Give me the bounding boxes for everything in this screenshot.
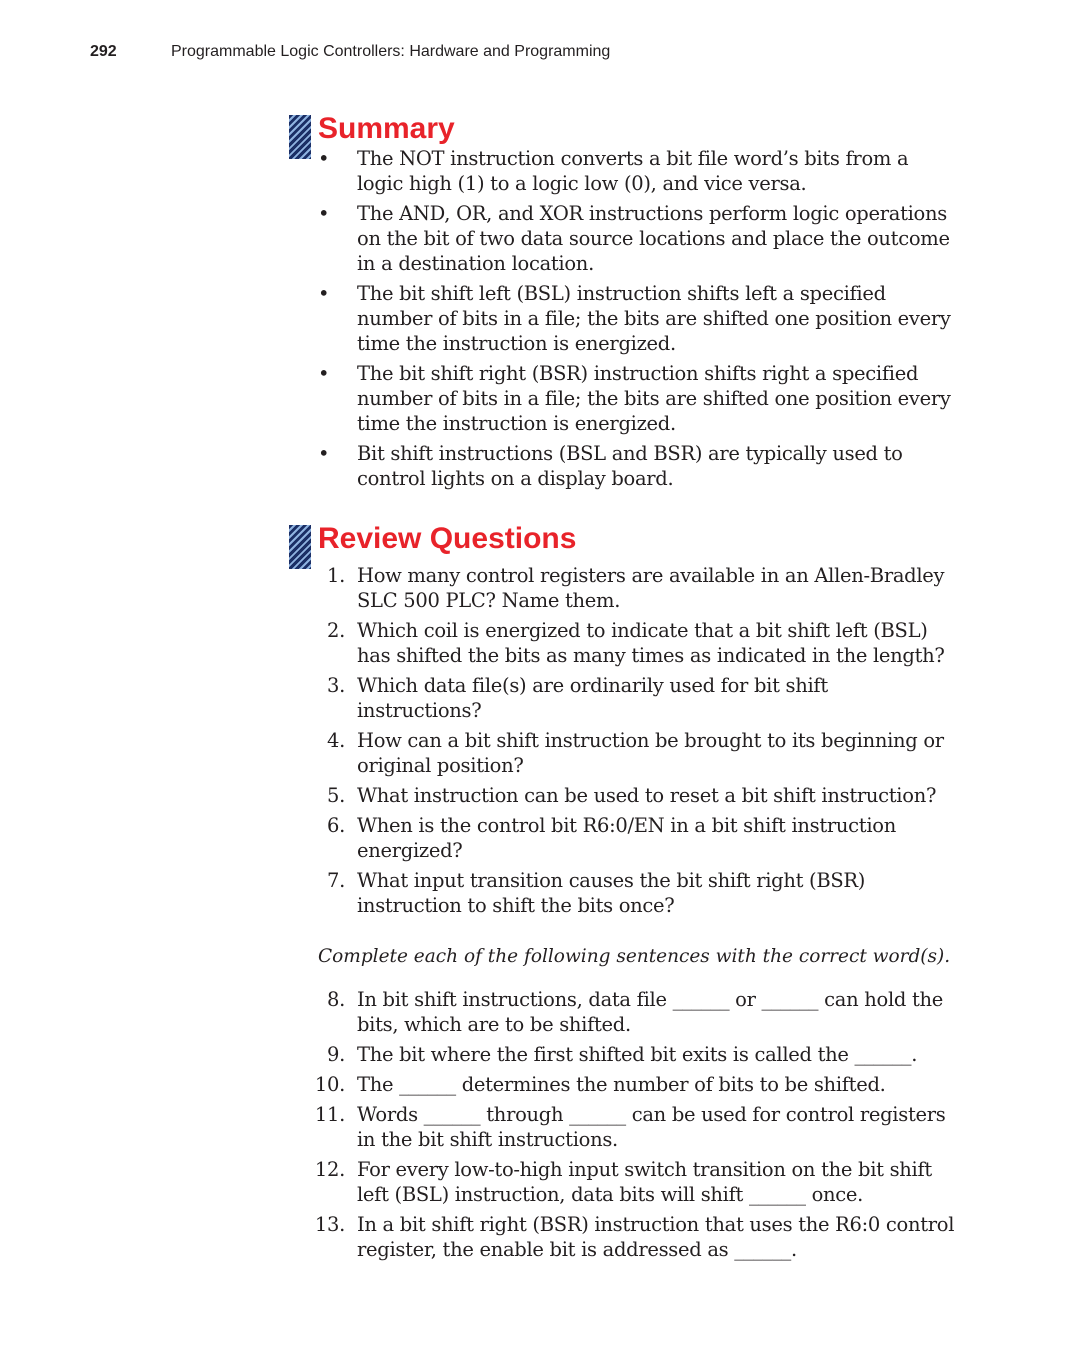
question-number: 9.	[326, 1043, 345, 1066]
bullet: •	[318, 362, 330, 385]
question-number: 5.	[326, 784, 345, 807]
summary-item	[289, 281, 957, 356]
question-number: 11.	[314, 1103, 345, 1126]
summary-section	[289, 112, 957, 496]
fill-in-question-item	[289, 1157, 957, 1207]
bullet: •	[318, 202, 330, 225]
review-questions-list	[289, 563, 957, 918]
question-number: 1.	[326, 564, 345, 587]
question-item	[289, 868, 957, 918]
question-number: 3.	[326, 674, 345, 697]
question-text: Words ______ through ______ can be used for control registers in the bit shift instructions.	[357, 1103, 946, 1151]
summary-item	[289, 201, 957, 276]
question-number: 10.	[314, 1073, 345, 1096]
running-title: Programmable Logic Controllers: Hardware and Programming	[171, 43, 611, 60]
summary-text: The NOT instruction converts a bit file word’s bits from a logic high (1) to a logic low (0), and vice versa.	[357, 147, 909, 195]
question-text: The bit where the first shifted bit exits is called the ______.	[357, 1043, 918, 1066]
bullet: •	[318, 147, 330, 170]
summary-item	[289, 361, 957, 436]
question-text: When is the control bit R6:0/EN in a bit shift instruction energized?	[357, 814, 896, 862]
question-number: 13.	[314, 1213, 345, 1236]
question-number: 2.	[326, 619, 345, 642]
question-number: 7.	[326, 869, 345, 892]
summary-item	[289, 441, 957, 491]
question-text: How can a bit shift instruction be brought to its beginning or original position?	[357, 729, 944, 777]
question-number: 4.	[326, 729, 345, 752]
summary-heading: Summary	[318, 112, 455, 145]
question-text: In bit shift instructions, data file ______ or ______ can hold the bits, which are to be shifted.	[357, 988, 943, 1036]
question-item	[289, 618, 957, 668]
bullet: •	[318, 282, 330, 305]
question-text: What instruction can be used to reset a bit shift instruction?	[357, 784, 937, 807]
review-heading: Review Questions	[318, 522, 577, 555]
summary-text: The bit shift right (BSR) instruction shifts right a specified number of bits in a file; the bits are shifted one position every time the instruction is energized.	[357, 362, 951, 435]
instructions-text: Complete each of the following sentences with the correct word(s).	[318, 946, 951, 967]
summary-text: The bit shift left (BSL) instruction shifts left a specified number of bits in a file; the bits are shifted one position every time the instruction is energized.	[357, 282, 951, 355]
fill-in-question-item	[289, 1042, 957, 1067]
question-text: For every low-to-high input switch transition on the bit shift left (BSL) instruction, data bits will shift ______ once.	[357, 1158, 932, 1206]
question-text: What input transition causes the bit shift right (BSR) instruction to shift the bits once?	[357, 869, 866, 917]
fill-in-question-item	[289, 1072, 957, 1097]
fill-in-question-item	[289, 1102, 957, 1152]
summary-text: The AND, OR, and XOR instructions perform logic operations on the bit of two data source locations and place the outcome in a destination location.	[357, 202, 950, 275]
question-number: 8.	[326, 988, 345, 1011]
summary-item	[289, 146, 957, 196]
question-number: 6.	[326, 814, 345, 837]
summary-list	[289, 146, 957, 491]
summary-text: Bit shift instructions (BSL and BSR) are typically used to control lights on a display board.	[357, 442, 903, 490]
question-item	[289, 783, 957, 808]
question-number: 12.	[314, 1158, 345, 1181]
question-text: How many control registers are available in an Allen-Bradley SLC 500 PLC? Name them.	[357, 564, 945, 612]
question-text: The ______ determines the number of bits to be shifted.	[357, 1073, 886, 1096]
fill-in-question-item	[289, 1212, 957, 1262]
review-section	[289, 522, 957, 1267]
fill-in-list	[289, 987, 957, 1262]
bullet: •	[318, 442, 330, 465]
question-item	[289, 563, 957, 613]
question-text: Which data file(s) are ordinarily used for bit shift instructions?	[357, 674, 828, 722]
fill-in-question-item	[289, 987, 957, 1037]
question-item	[289, 813, 957, 863]
page-number: 292	[90, 43, 117, 60]
question-text: In a bit shift right (BSR) instruction that uses the R6:0 control register, the enable bit is addressed as ______.	[357, 1213, 955, 1261]
question-item	[289, 728, 957, 778]
question-text: Which coil is energized to indicate that a bit shift left (BSL) has shifted the bits as many times as indicated in the length?	[357, 619, 945, 667]
question-item	[289, 673, 957, 723]
